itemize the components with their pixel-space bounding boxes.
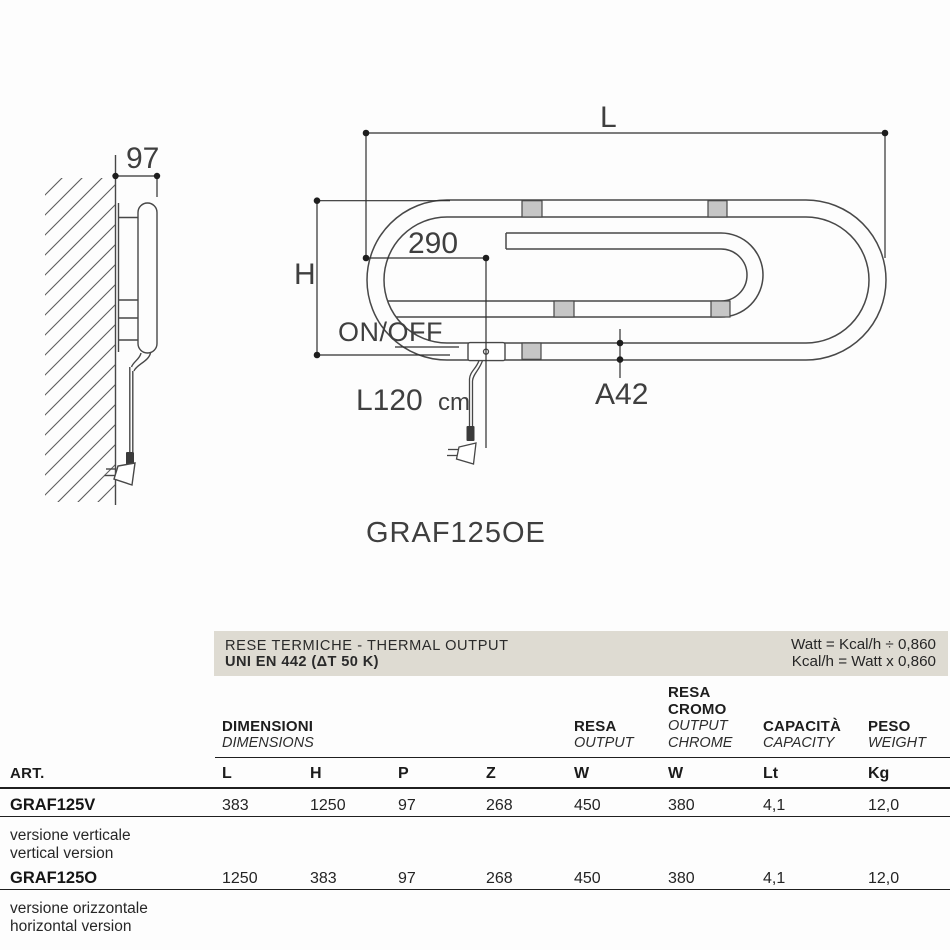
column-header-W2: W — [668, 765, 684, 782]
table-rule-row1 — [0, 816, 950, 818]
table-rule-header — [0, 787, 950, 789]
column-header-H: H — [310, 765, 322, 782]
table-rule-top — [215, 757, 950, 758]
row-value-W1: 450 — [574, 797, 601, 814]
model-label: GRAF125OE — [366, 517, 546, 549]
row-value-H: 1250 — [310, 797, 346, 814]
conversion-formula-2: Kcal/h = Watt x 0,860 — [791, 652, 936, 670]
thermal-titles — [214, 638, 509, 670]
row-value-Lt: 4,1 — [763, 870, 786, 887]
offset-label: 290 — [408, 227, 459, 260]
row-value-Kg: 12,0 — [868, 870, 900, 887]
column-header-W1: W — [574, 765, 590, 782]
conversion-formulas — [791, 637, 948, 670]
height-label: H — [294, 258, 316, 291]
row-value-H: 383 — [310, 870, 337, 887]
spacing-label: A42 — [595, 378, 649, 411]
column-header-art: ART. — [10, 765, 45, 782]
row-value-Z: 268 — [486, 870, 513, 887]
group-header-dimensions: DIMENSIONI DIMENSIONS — [222, 718, 314, 751]
row-note — [10, 900, 148, 936]
thermal-output-bar — [214, 631, 948, 676]
column-header-Z: Z — [486, 765, 496, 782]
column-header-Lt: Lt — [763, 765, 779, 782]
thermal-title: RESE TERMICHE - THERMAL OUTPUT — [225, 637, 509, 654]
row-note-en: vertical version — [10, 845, 114, 862]
length-label: L — [600, 101, 617, 134]
column-header-Kg: Kg — [868, 765, 890, 782]
row-art-code: GRAF125O — [10, 869, 98, 887]
row-note — [10, 827, 131, 863]
row-value-W2: 380 — [668, 870, 695, 887]
group-header-output: RESA OUTPUT — [574, 718, 634, 751]
column-header-L: L — [222, 765, 232, 782]
group-header-capacity: CAPACITÀ CAPACITY — [763, 718, 841, 751]
onoff-label: ON/OFF — [338, 317, 443, 347]
row-value-Z: 268 — [486, 797, 513, 814]
cable-length-label: L120 — [356, 384, 423, 417]
column-header-P: P — [398, 765, 409, 782]
row-value-P: 97 — [398, 797, 416, 814]
row-note-it: versione verticale — [10, 827, 131, 844]
row-value-L: 1250 — [222, 870, 258, 887]
row-note-en: horizontal version — [10, 918, 132, 935]
row-value-W1: 450 — [574, 870, 601, 887]
row-value-L: 383 — [222, 797, 249, 814]
row-value-P: 97 — [398, 870, 416, 887]
row-value-Kg: 12,0 — [868, 797, 900, 814]
group-header-weight: PESO WEIGHT — [868, 718, 926, 751]
group-header-output-chrome: RESA CROMO OUTPUT CHROME — [668, 684, 733, 751]
conversion-formula-1: Watt = Kcal/h ÷ 0,860 — [791, 636, 936, 653]
row-note-it: versione orizzontale — [10, 900, 148, 917]
table-rule-row2 — [0, 889, 950, 891]
depth-label: 97 — [126, 142, 160, 175]
row-value-W2: 380 — [668, 797, 695, 814]
cable-unit-label: cm — [438, 389, 470, 416]
row-value-Lt: 4,1 — [763, 797, 786, 814]
thermal-standard: UNI EN 442 (ΔT 50 K) — [225, 653, 379, 670]
row-art-code: GRAF125V — [10, 796, 96, 814]
